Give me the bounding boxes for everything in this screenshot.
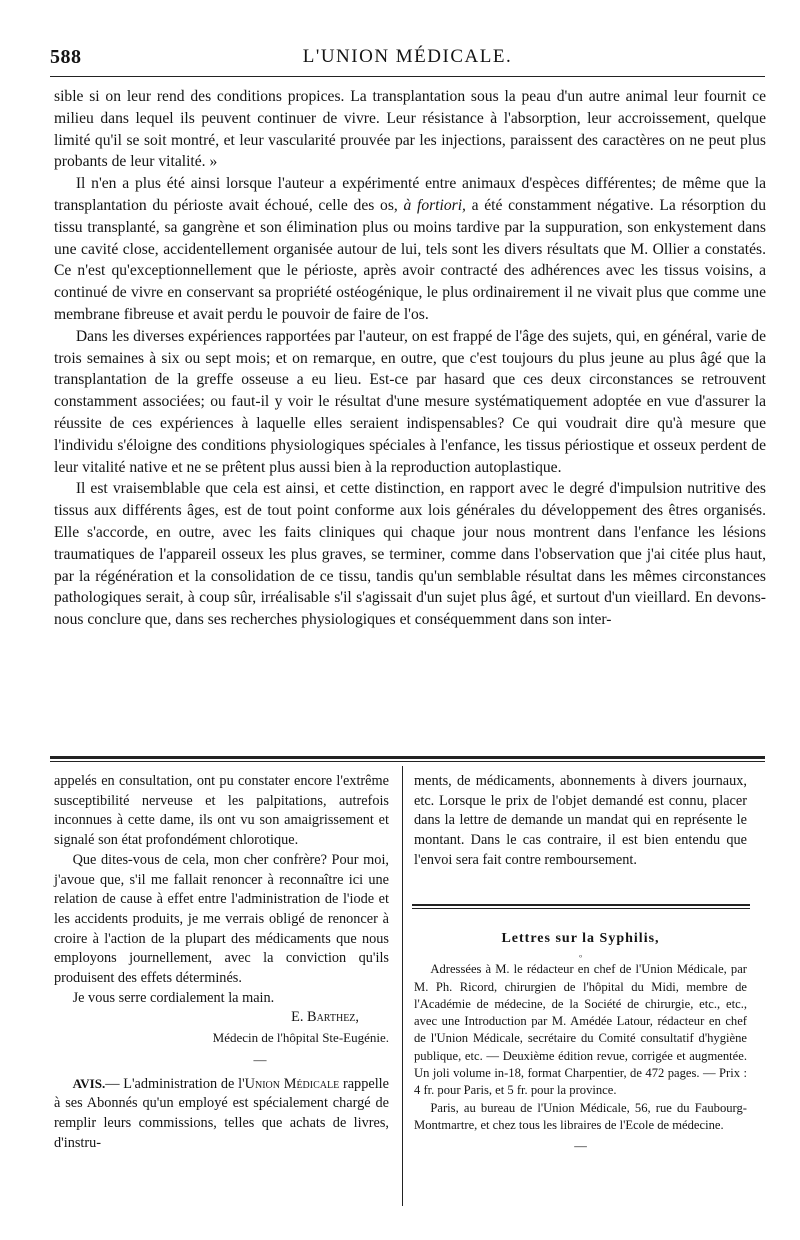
header-rule [50,76,765,77]
main-paragraph-4: Il est vraisemblable que cela est ainsi, et cette distinction, en rapport avec le degré d'impulsion nutritive des tissus aux différents âges, est de tout point conforme aux lois générales du développement des êtres organisés. Elle s'accorde, en outre, avec les faits cliniques qui chaque jour nous montrent dans l'enfance les lésions traumatiques de l'appareil osseux les plus graves, se terminer, comme dans l'observation que j'ai citée plus haut, par la régénération et la consolidation de ce tissu, tandis qu'un semblable résultat dans les mêmes circonstances pathologiques serait, à coup sûr, irréalisable s'il s'agissait d'un sujet plus âgé, et surtout d'un vieillard. En devons-nous conclure que, dans ses recherches physiologiques et conséquemment dans son inter- [54,480,766,629]
page-header [50,42,765,76]
advertisement-title: Lettres sur la Syphilis, [501,931,660,946]
avis-continuation: ments, de médicaments, abonnements à divers journaux, etc. Lorsque le prix de l'objet demandé est connu, placer dans la lettre de demande un mandat qui en représente le montant. Dans le cas contraire, il est bien entendu que l'envoi sera fait contre remboursement. [414,773,747,868]
signature-role: Médecin de l'hôpital Ste-Eugénie. [212,1030,389,1046]
advertisement [414,930,747,1156]
column-dash: — [253,1051,267,1067]
main-paragraph-2 [54,173,766,326]
main-paragraph-2-part-b: a été constamment négative. La résorption du tissu transplanté, sa gangrène et son élimination plus ou moins tardive par la suppuration, son enkystement dans une cavité close, accidentellement organisée autour de lui, tels sont les divers résultats que M. Ollier a constatés. Ce n'est qu'exceptionnellement que le périoste, après avoir contracté des adhérences avec les tissus voisins, a continué de vivre en conservant sa propriété ostéogénique, le plus ordinairement il ne vivait plus que comme une membrane fibreuse et avait perdu le pouvoir de faire de l'os. [54,196,767,323]
avis-notice [54,1074,389,1154]
letter-paragraph-2: Que dites-vous de cela, mon cher confrère? Pour moi, j'avoue que, s'il me fallait renoncer à reconnaître ici une relation de cause à effet entre l'administration de l'iode et les accidents produits, je me verrais obligé de renoncer à croire à l'action de la plupart des médicaments que nous employons journellement, avec la conviction qu'ils produisent des effets déterminés. [54,851,389,987]
main-paragraph-2-part-a: Il n'en a plus été ainsi lorsque l'auteur a expérimenté entre animaux d'espèces différentes; de même que la transplantation du périoste avait échoué, celle des os, [54,175,766,214]
journal-title: L'UNION MÉDICALE. [302,46,513,67]
main-paragraph-2-italic: à fortiori, [403,196,466,214]
section-separator [50,756,765,764]
letter-paragraph-1: appelés en consultation, ont pu constater encore l'extrême susceptibilité nerveuse et les palpitations, autrefois inconnues à cette dame, ils ont vu son amaigrissement et signalé son état profondément chlorotique. [54,773,389,849]
avis-text-a: — L'administration de l' [105,1075,245,1092]
right-column [414,772,747,871]
advertisement-mark: ᵒ [579,952,582,963]
advertisement-end-dash: — [574,1139,587,1154]
letter-signature: E. Barthez, [291,1009,359,1026]
main-article [54,86,766,631]
left-column [54,772,389,1153]
main-paragraph-3: Dans les diverses expériences rapportées par l'auteur, on est frappé de l'âge des sujets, qui, en général, varie de trois semaines à six ou sept mois; et on remarque, en outre, que c'est toujours du plus jeune au plus âgé que la transplantation de la greffe osseuse a eu lieu. Est-ce par hasard que ces deux circonstances se retrouvent constamment associées; ou faut-il y voir le résultat d'une mesure systématiquement adoptée en vue d'assurer la réussite de ces expériences à laquelle elles seraient indispensables? Ce qui voudrait dire qu'à mesure que l'individu s'éloigne des conditions physiologiques spéciales à l'enfance, les tissus périostique et osseux perdent de leur vitalité native et ne se prêtent plus aussi bien à la reproduction autoplastique. [54,327,766,476]
advertisement-address: Paris, au bureau de l'Union Médicale, 56, rue du Faubourg-Montmartre, et chez tous les libraires de l'Ecole de médecine. [414,1100,747,1132]
avis-text-b: rappelle à ses Abonnés qu'un employé est spécialement chargé de remplir leurs commissions, telles que achats de livres, d'instru- [54,1075,389,1151]
advertisement-rule [412,904,750,909]
column-divider [402,766,403,1206]
page-number: 588 [50,46,82,68]
advertisement-body: Adressées à M. le rédacteur en chef de l'Union Médicale, par M. Ph. Ricord, chirurgien de l'hôpital du Midi, membre de l'Académie de médecine, de la Société de chirurgie, etc., etc., avec une Introduction par M. Amédée Latour, rédacteur en chef de l'Union Médicale, secrétaire du Comité consultatif d'hygiène publique, etc. — Deuxième édition revue, corrigée et augmentée. Un joli volume in-18, format Charpentier, de 472 pages. — Prix : 4 fr. pour Paris, et 5 fr. pour la province. [414,962,747,1098]
letter-closing: Je vous serre cordialement la main. [72,989,275,1006]
avis-journal: Union Médicale [244,1075,340,1092]
avis-label: AVIS. [72,1075,106,1091]
main-paragraph-1: sible si on leur rend des conditions propices. La transplantation sous la peau d'un autre animal leur fournit ce milieu dans lequel ils peuvent continuer de vivre. Leur résistance à l'absorption, leur accroissement, quelque limité qu'il se soit montré, et leur vascularité prouvée par les injections, paraissent des caractères on ne peut plus probants de leur vitalité. » [54,88,766,171]
